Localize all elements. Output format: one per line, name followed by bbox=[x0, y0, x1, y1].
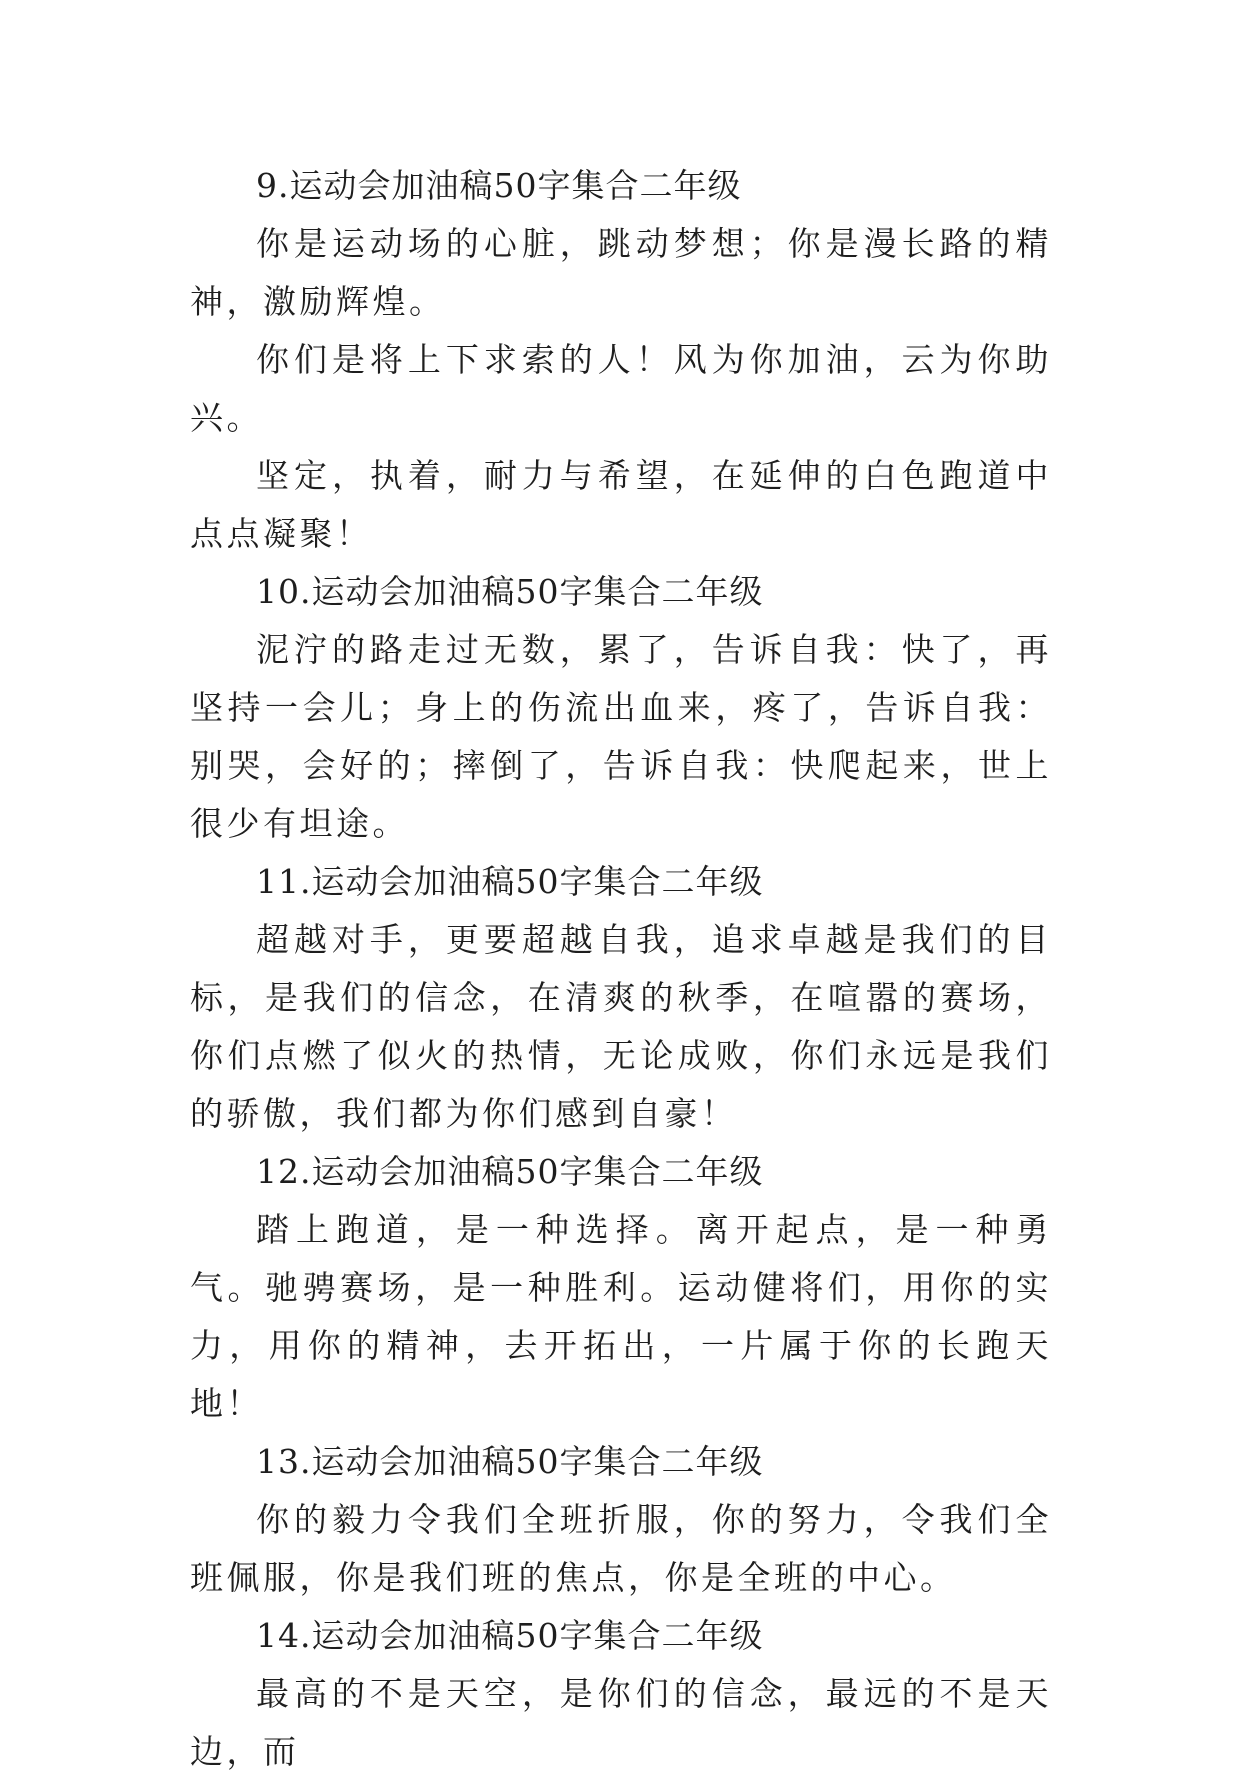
section-heading-11: 11.运动会加油稿50字集合二年级 bbox=[256, 862, 764, 901]
paragraph: 最高的不是天空，是你们的信念，最远的不是天边，而 bbox=[190, 1674, 1052, 1771]
paragraph: 踏上跑道，是一种选择。离开起点，是一种勇气。驰骋赛场，是一种胜利。运动健将们，用你的实力，用你的精神，去开拓出，一片属于你的长跑天地！ bbox=[190, 1210, 1052, 1423]
section-heading-10: 10.运动会加油稿50字集合二年级 bbox=[256, 572, 764, 611]
paragraph: 超越对手，更要超越自我，追求卓越是我们的目标，是我们的信念，在清爽的秋季，在喧嚣的赛场，你们点燃了似火的热情，无论成败，你们永远是我们的骄傲，我们都为你们感到自豪！ bbox=[190, 920, 1052, 1133]
document-body bbox=[190, 157, 1052, 1781]
paragraph: 你的毅力令我们全班折服，你的努力，令我们全班佩服，你是我们班的焦点，你是全班的中心。 bbox=[190, 1500, 1052, 1597]
section-heading-14: 14.运动会加油稿50字集合二年级 bbox=[256, 1616, 764, 1655]
paragraph: 你是运动场的心脏，跳动梦想；你是漫长路的精神，激励辉煌。 bbox=[190, 224, 1052, 321]
paragraph: 你们是将上下求索的人！风为你加油，云为你助兴。 bbox=[190, 340, 1052, 437]
section-heading-12: 12.运动会加油稿50字集合二年级 bbox=[256, 1152, 764, 1191]
section-heading-13: 13.运动会加油稿50字集合二年级 bbox=[256, 1442, 764, 1481]
section-heading-9: 9.运动会加油稿50字集合二年级 bbox=[256, 166, 742, 205]
paragraph: 泥泞的路走过无数，累了，告诉自我：快了，再坚持一会儿；身上的伤流出血来，疼了，告诉自我：别哭，会好的；摔倒了，告诉自我：快爬起来，世上很少有坦途。 bbox=[190, 630, 1052, 843]
paragraph: 坚定，执着，耐力与希望，在延伸的白色跑道中点点凝聚！ bbox=[190, 456, 1052, 553]
